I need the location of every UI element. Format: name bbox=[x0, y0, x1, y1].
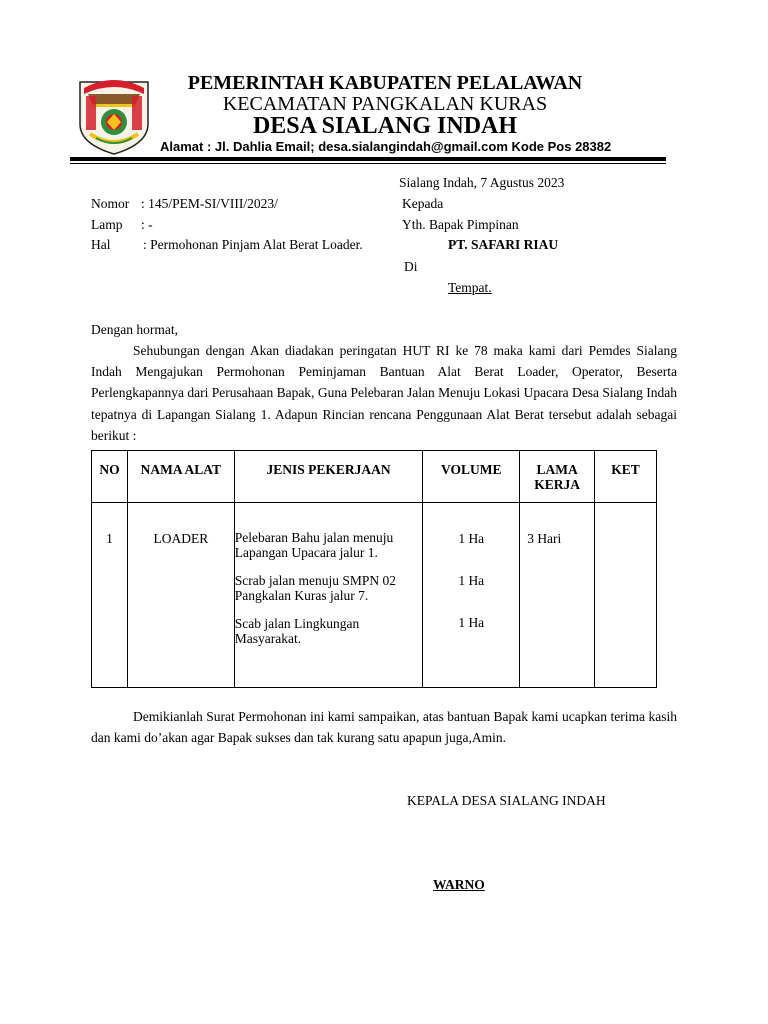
col-header-nama-alat: NAMA ALAT bbox=[127, 451, 234, 503]
nomor-value: : 145/PEM-SI/VIII/2023/ bbox=[141, 196, 278, 211]
opening-paragraph-text: Sehubungan dengan Akan diadakan peringatan HUT RI ke 78 maka kami dari Pemdes Sialang Indah Mengajukan Permohonan Peminjaman Bantuan Alat Berat Loader, Operator, Beserta Perlengkapannya dari Perusahaan Bapak, Guna Pelebaran Jalan Menuju Lokasi Upacara Desa Sialang Indah tepatnya di Lapangan Sialang 1. Adapun Rincian rencana Penggunaan Alat Berat tersebut adalah sebagai berikut : bbox=[91, 343, 677, 443]
equipment-table bbox=[91, 450, 657, 688]
recipient-company: PT. SAFARI RIAU bbox=[448, 237, 559, 252]
job-item-1: Pelebaran Bahu jalan menuju Lapangan Upacara jalur 1. bbox=[234, 530, 394, 560]
header-divider-thin bbox=[70, 163, 666, 164]
signatory-title: KEPALA DESA SIALANG INDAH bbox=[407, 793, 606, 808]
kepada-label: Kepada bbox=[402, 196, 444, 211]
job-item-3: Scab jalan Lingkungan Masyarakat. bbox=[234, 616, 360, 646]
cell-lama-kerja: 3 Hari bbox=[520, 503, 595, 688]
letterhead-district: KECAMATAN PANGKALAN KURAS bbox=[222, 93, 548, 115]
cell-volume bbox=[423, 503, 520, 688]
greeting: Dengan hormat, bbox=[91, 322, 178, 337]
cell-jenis-pekerjaan bbox=[234, 503, 423, 688]
col-header-lama: LAMA bbox=[536, 462, 578, 477]
hal-label: Hal bbox=[91, 237, 111, 252]
lamp-label: Lamp bbox=[91, 217, 123, 232]
col-header-ket: KET bbox=[595, 451, 657, 503]
col-header-kerja: KERJA bbox=[534, 477, 581, 492]
table-header-row bbox=[92, 451, 657, 503]
cell-no: 1 bbox=[92, 503, 128, 688]
table-row bbox=[92, 503, 657, 688]
closing-paragraph bbox=[91, 706, 677, 748]
cell-ket bbox=[595, 503, 657, 688]
col-header-jenis-pekerjaan: JENIS PEKERJAAN bbox=[234, 451, 423, 503]
col-header-volume: VOLUME bbox=[423, 451, 520, 503]
volume-item-3: 1 Ha bbox=[458, 615, 485, 630]
signatory-name: WARNO bbox=[433, 877, 485, 892]
tempat-label: Tempat. bbox=[448, 280, 492, 295]
regency-emblem-logo bbox=[74, 72, 154, 156]
place-date: Sialang Indah, 7 Agustus 2023 bbox=[399, 175, 565, 190]
closing-paragraph-text: Demikianlah Surat Permohonan ini kami sampaikan, atas bantuan Bapak kami ucapkan terima kasih dan kami do’akan agar Bapak sukses dan tak kurang satu apapun juga,Amin. bbox=[91, 709, 677, 746]
cell-nama-alat: LOADER bbox=[127, 503, 234, 688]
volume-item-2: 1 Ha bbox=[458, 573, 485, 588]
lamp-value: : - bbox=[141, 217, 153, 232]
recipient-title: Yth. Bapak Pimpinan bbox=[402, 217, 519, 232]
letterhead-regency: PEMERINTAH KABUPATEN PELALAWAN bbox=[187, 72, 583, 94]
col-header-no: NO bbox=[92, 451, 128, 503]
job-item-2: Scrab jalan menuju SMPN 02 Pangkalan Kuras jalur 7. bbox=[234, 573, 396, 603]
letterhead-address: Alamat : Jl. Dahlia Email; desa.sialangindah@gmail.com Kode Pos 28382 bbox=[160, 139, 612, 154]
hal-value: : Permohonan Pinjam Alat Berat Loader. bbox=[143, 237, 363, 252]
letterhead-village: DESA SIALANG INDAH bbox=[252, 113, 518, 139]
opening-paragraph bbox=[91, 340, 677, 446]
volume-item-1: 1 Ha bbox=[458, 531, 485, 546]
col-header-lama-kerja bbox=[520, 451, 595, 503]
di-label: Di bbox=[404, 259, 418, 274]
nomor-label: Nomor bbox=[91, 196, 130, 211]
header-divider-thick bbox=[70, 157, 666, 161]
